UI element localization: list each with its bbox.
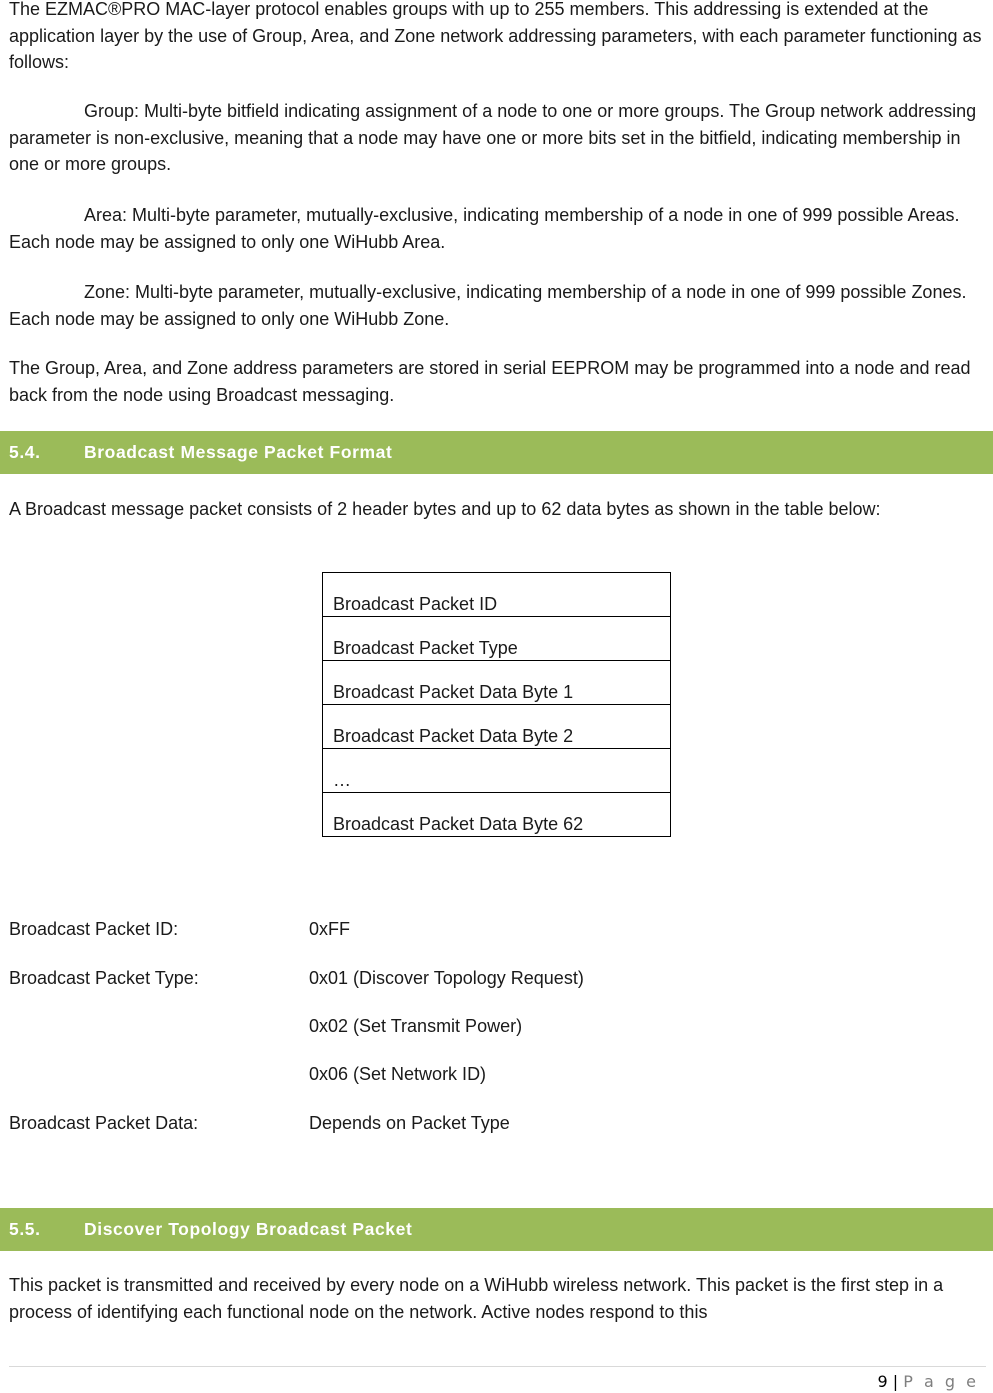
table-row (323, 793, 671, 837)
table-row (323, 661, 671, 705)
table-row (323, 573, 671, 617)
table-row (323, 749, 671, 793)
section-heading-5-5 (0, 1208, 993, 1251)
table-cell: Broadcast Packet Data Byte 62 (323, 793, 671, 837)
discover-paragraph: This packet is transmitted and received by every node on a WiHubb wireless network. This packet is the first step in a process of identifying each functional node on the network. Active nodes respond to this (9, 1275, 944, 1322)
group-paragraph (9, 98, 985, 178)
page-footer (878, 1372, 979, 1391)
footer-separator: | (892, 1372, 899, 1391)
packet-format-table (322, 572, 671, 837)
table-row (323, 617, 671, 661)
section-number: 5.4. (9, 442, 41, 462)
section-title: Broadcast Message Packet Format (84, 442, 393, 462)
table-cell: Broadcast Packet Type (323, 617, 671, 661)
storage-paragraph: The Group, Area, and Zone address parameters are stored in serial EEPROM may be programmed into a node and read back from the node using Broadcast messaging. (9, 358, 971, 405)
packet-id-label: Broadcast Packet ID: (9, 919, 179, 939)
packet-data-label: Broadcast Packet Data: (9, 1113, 199, 1133)
packet-id-value: 0xFF (309, 919, 351, 939)
table-row (323, 705, 671, 749)
packet-type-value: 0x01 (Discover Topology Request) (309, 968, 584, 988)
packet-type-value: 0x02 (Set Transmit Power) (309, 1016, 523, 1036)
section-title: Discover Topology Broadcast Packet (84, 1219, 413, 1239)
intro-paragraph: The EZMAC®PRO MAC-layer protocol enables groups with up to 255 members. This addressing is extended at the application layer by the use of Group, Area, and Zone network addressing parameters, with each parameter functioning as follows: (9, 0, 982, 72)
page-number: 9 (877, 1372, 888, 1391)
table-cell: Broadcast Packet Data Byte 2 (323, 705, 671, 749)
section-number: 5.5. (9, 1219, 41, 1239)
zone-text: Zone: Multi-byte parameter, mutually-exclusive, indicating membership of a node in one of 999 possible Zones. Each node may be assigned to only one WiHubb Zone. (9, 282, 967, 329)
area-text: Area: Multi-byte parameter, mutually-exclusive, indicating membership of a node in one of 999 possible Areas. Each node may be assigned to only one WiHubb Area. (9, 205, 960, 252)
footer-divider (9, 1366, 986, 1367)
page-word: P a g e (903, 1372, 979, 1391)
area-paragraph (9, 202, 985, 255)
packet-type-label: Broadcast Packet Type: (9, 968, 199, 988)
packet-data-value: Depends on Packet Type (309, 1113, 510, 1133)
group-text: Group: Multi-byte bitfield indicating assignment of a node to one or more groups. The Group network addressing parameter is non-exclusive, meaning that a node may have one or more bits set in the bitfield, indicating membership in one or more groups. (9, 101, 977, 174)
table-cell: Broadcast Packet Data Byte 1 (323, 661, 671, 705)
table-cell: Broadcast Packet ID (323, 573, 671, 617)
zone-paragraph (9, 279, 985, 332)
table-cell: … (323, 749, 671, 793)
packet-intro-paragraph: A Broadcast message packet consists of 2 header bytes and up to 62 data bytes as shown in the table below: (9, 499, 881, 519)
section-heading-5-4 (0, 431, 993, 474)
packet-type-value: 0x06 (Set Network ID) (309, 1064, 487, 1084)
